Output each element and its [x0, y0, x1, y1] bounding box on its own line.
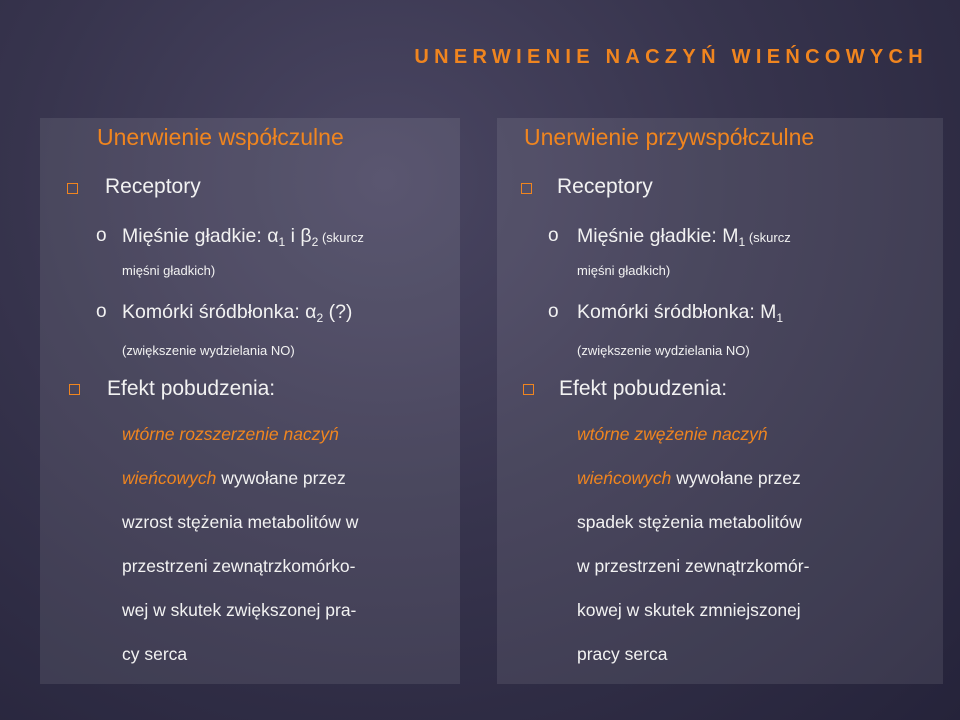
- right-heading: Unerwienie przywspółczulne: [524, 124, 815, 150]
- left-item2: Komórki śródbłonka: $\alpha_2$ (?): [122, 301, 353, 326]
- right-item1: Mięśnie gładkie: $M_1$ (skurcz: [577, 225, 791, 250]
- left-desc-line1: wtórne rozszerzenie naczyń: [122, 424, 339, 444]
- circle-bullet-icon: o: [548, 301, 559, 322]
- square-bullet-icon: [521, 183, 532, 194]
- right-receptors: Receptory: [557, 175, 653, 198]
- left-effect: Efekt pobudzenia:: [107, 377, 276, 400]
- left-item2-cont: (zwiększenie wydzielania NO): [122, 343, 295, 358]
- right-item2: Komórki śródbłonka: $M_1$: [577, 301, 784, 326]
- circle-bullet-icon: o: [96, 225, 107, 246]
- right-desc-line4: w przestrzeni zewnątrzkomór-: [577, 556, 810, 576]
- left-panel: [40, 118, 460, 684]
- left-desc-line3: wzrost stężenia metabolitów w: [122, 512, 359, 532]
- square-bullet-icon: [67, 183, 78, 194]
- circle-bullet-icon: o: [548, 225, 559, 246]
- right-item2-cont: (zwiększenie wydzielania NO): [577, 343, 750, 358]
- left-desc-line4: przestrzeni zewnątrzkomórko-: [122, 556, 356, 576]
- right-effect: Efekt pobudzenia:: [559, 377, 728, 400]
- circle-bullet-icon: o: [96, 301, 107, 322]
- slide-title: UNERWIENIE NACZYŃ WIEŃCOWYCH: [414, 46, 928, 68]
- right-desc-line3: spadek stężenia metabolitów: [577, 512, 802, 532]
- square-bullet-icon: [69, 384, 80, 395]
- left-desc-line6: cy serca: [122, 644, 188, 664]
- left-receptors: Receptory: [105, 175, 201, 198]
- left-item1-cont: mięśni gładkich): [122, 263, 216, 278]
- right-desc-line1: wtórne zwężenie naczyń: [577, 424, 768, 444]
- right-desc-line2: wieńcowych wywołane przez: [577, 468, 801, 488]
- right-panel: [497, 118, 943, 684]
- right-desc-line5: kowej w skutek zmniejszonej: [577, 600, 801, 620]
- square-bullet-icon: [523, 384, 534, 395]
- right-item1-cont: mięśni gładkich): [577, 263, 671, 278]
- left-heading: Unerwienie współczulne: [97, 124, 344, 150]
- right-desc-line6: pracy serca: [577, 644, 668, 664]
- left-item1: Mięśnie gładkie: $\alpha_1$ i $\beta_2$ (skurcz: [122, 225, 364, 250]
- left-desc-line5: wej w skutek zwiększonej pra-: [122, 600, 357, 620]
- left-desc-line2: wieńcowych wywołane przez: [122, 468, 346, 488]
